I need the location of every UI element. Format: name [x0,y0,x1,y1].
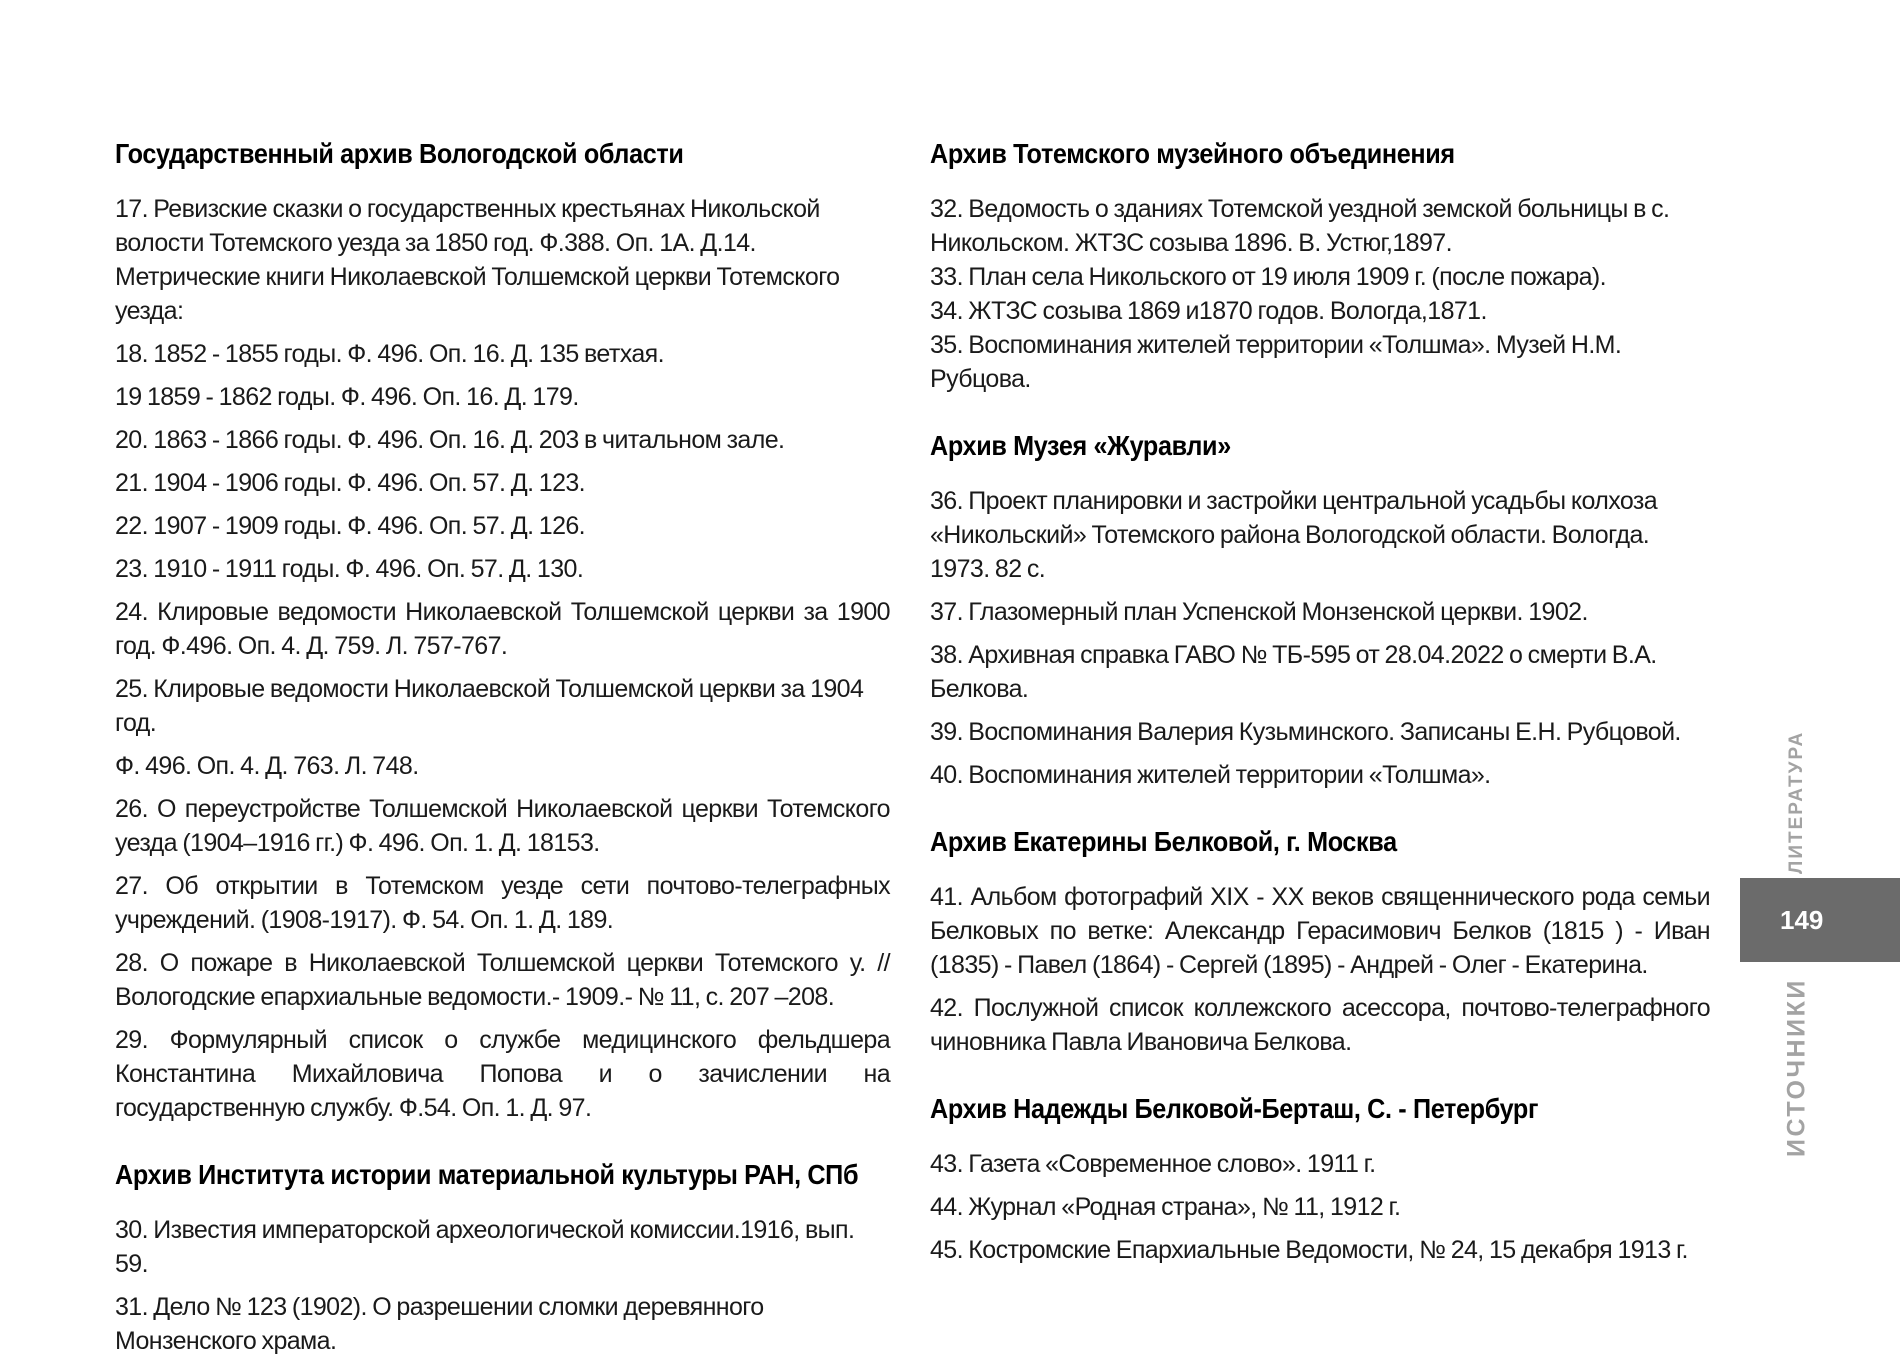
source-entry: 19 1859 - 1862 годы. Ф. 496. Оп. 16. Д. 179. [115,383,579,411]
side-tab-literature: ЛИТЕРАТУРА [1786,730,1807,875]
source-entry: 26. О переустройстве Толшемской Николаевской церкви Тотемского уезда (1904–1916 гг.) Ф. 496. Оп. 1. Д. 18153. [115,795,890,857]
section-heading: Архив Института истории материальной культуры РАН, СПб [115,1159,859,1190]
source-entry: 38. Архивная справка ГАВО № ТБ-595 от 28.04.2022 о смерти В.А. Белкова. [930,641,1657,703]
entry-list [930,484,1710,792]
source-entry: 45. Костромские Епархиальные Ведомости, № 24, 15 декабря 1913 г. [930,1236,1688,1264]
source-entry: 32. Ведомость о зданиях Тотемской уездной земской больницы в с. Никольском. ЖТЗС созыва 1896. В. Устюг,1897. [930,195,1670,257]
source-entry: 39. Воспоминания Валерия Кузьминского. Записаны Е.Н. Рубцовой. [930,718,1681,746]
source-entry: 43. Газета «Современное слово». 1911 г. [930,1150,1376,1178]
source-entry: 34. ЖТЗС созыва 1869 и1870 годов. Вологда,1871. [930,297,1487,325]
section-heading: Архив Надежды Белковой-Берташ, С. - Петербург [930,1093,1539,1124]
source-entry: 23. 1910 - 1911 годы. Ф. 496. Оп. 57. Д. 130. [115,555,584,583]
source-entry: 29. Формулярный список о службе медицинского фельдшера Константина Михайловича Попова и о зачислении на государственную службу. Ф.54. Оп. 1. Д. 97. [115,1026,890,1122]
right-column [930,138,1710,1276]
section [115,1159,890,1358]
section-heading: Архив Тотемского музейного объединения [930,138,1455,169]
entry-list [930,192,1710,396]
side-tab-sources: ИСТОЧНИКИ [1782,978,1811,1157]
entry-list [115,192,890,1125]
source-entry: 42. Послужной список коллежского асессора, почтово-телеграфного чиновника Павла Ивановича Белкова. [930,994,1710,1056]
source-entry: 18. 1852 - 1855 годы. Ф. 496. Оп. 16. Д. 135 ветхая. [115,340,664,368]
source-entry: 44. Журнал «Родная страна», № 11, 1912 г. [930,1193,1401,1221]
source-entry: 28. О пожаре в Николаевской Толшемской церкви Тотемского у. // Вологодские епархиальные ведомости.- 1909.- № 11, с. 207 –208. [115,949,890,1011]
source-entry: 36. Проект планировки и застройки центральной усадьбы колхоза «Никольский» Тотемского района Вологодской области. Вологда. 1973. 82 с. [930,487,1658,583]
source-entry: Метрические книги Николаевской Толшемской церкви Тотемского уезда: [115,263,840,325]
section [930,1093,1710,1267]
source-entry: 40. Воспоминания жителей территории «Толшма». [930,761,1491,789]
source-entry: 21. 1904 - 1906 годы. Ф. 496. Оп. 57. Д. 123. [115,469,586,497]
source-entry: 27. Об открытии в Тотемском уезде сети почтово-телеграфных учреждений. (1908-1917). Ф. 54. Оп. 1. Д. 189. [115,872,890,934]
source-entry: 25. Клировые ведомости Николаевской Толшемской церкви за 1904 год. [115,675,864,737]
entry-list [930,880,1710,1059]
entry-list [930,1147,1710,1267]
source-entry: 41. Альбом фотографий XIX - XX веков священнического рода семьи Белковых по ветке: Александр Герасимович Белков (1815 ) - Иван (1835) - Павел (1864) - Сергей (1895) - Андрей - Олег - Екатерина. [930,883,1710,979]
section [930,138,1710,396]
source-entry: 37. Глазомерный план Успенской Монзенской церкви. 1902. [930,598,1588,626]
section-heading: Архив Екатерины Белковой, г. Москва [930,826,1397,857]
source-entry: 30. Известия императорской археологической комиссии.1916, вып. 59. [115,1216,855,1278]
section-heading: Архив Музея «Журавли» [930,430,1231,461]
section [115,138,890,1125]
section [930,826,1710,1059]
page-number: 149 [1740,878,1900,962]
source-entry: Ф. 496. Оп. 4. Д. 763. Л. 748. [115,752,419,780]
source-entry: 33. План села Никольского от 19 июля 1909 г. (после пожара). [930,263,1606,291]
source-entry: 35. Воспоминания жителей территории «Толшма». Музей Н.М. Рубцова. [930,331,1622,393]
source-entry: 17. Ревизские сказки о государственных крестьянах Никольской волости Тотемского уезда за 1850 год. Ф.388. Оп. 1А. Д.14. [115,195,820,257]
left-column [115,138,890,1367]
section [930,430,1710,792]
section-heading: Государственный архив Вологодской области [115,138,684,169]
source-entry: 24. Клировые ведомости Николаевской Толшемской церкви за 1900 год. Ф.496. Оп. 4. Д. 759. Л. 757-767. [115,598,890,660]
source-entry: 31. Дело № 123 (1902). О разрешении сломки деревянного Монзенского храма. [115,1293,764,1355]
source-entry: 20. 1863 - 1866 годы. Ф. 496. Оп. 16. Д. 203 в читальном зале. [115,426,785,454]
entry-list [115,1213,890,1358]
source-entry: 22. 1907 - 1909 годы. Ф. 496. Оп. 57. Д. 126. [115,512,586,540]
